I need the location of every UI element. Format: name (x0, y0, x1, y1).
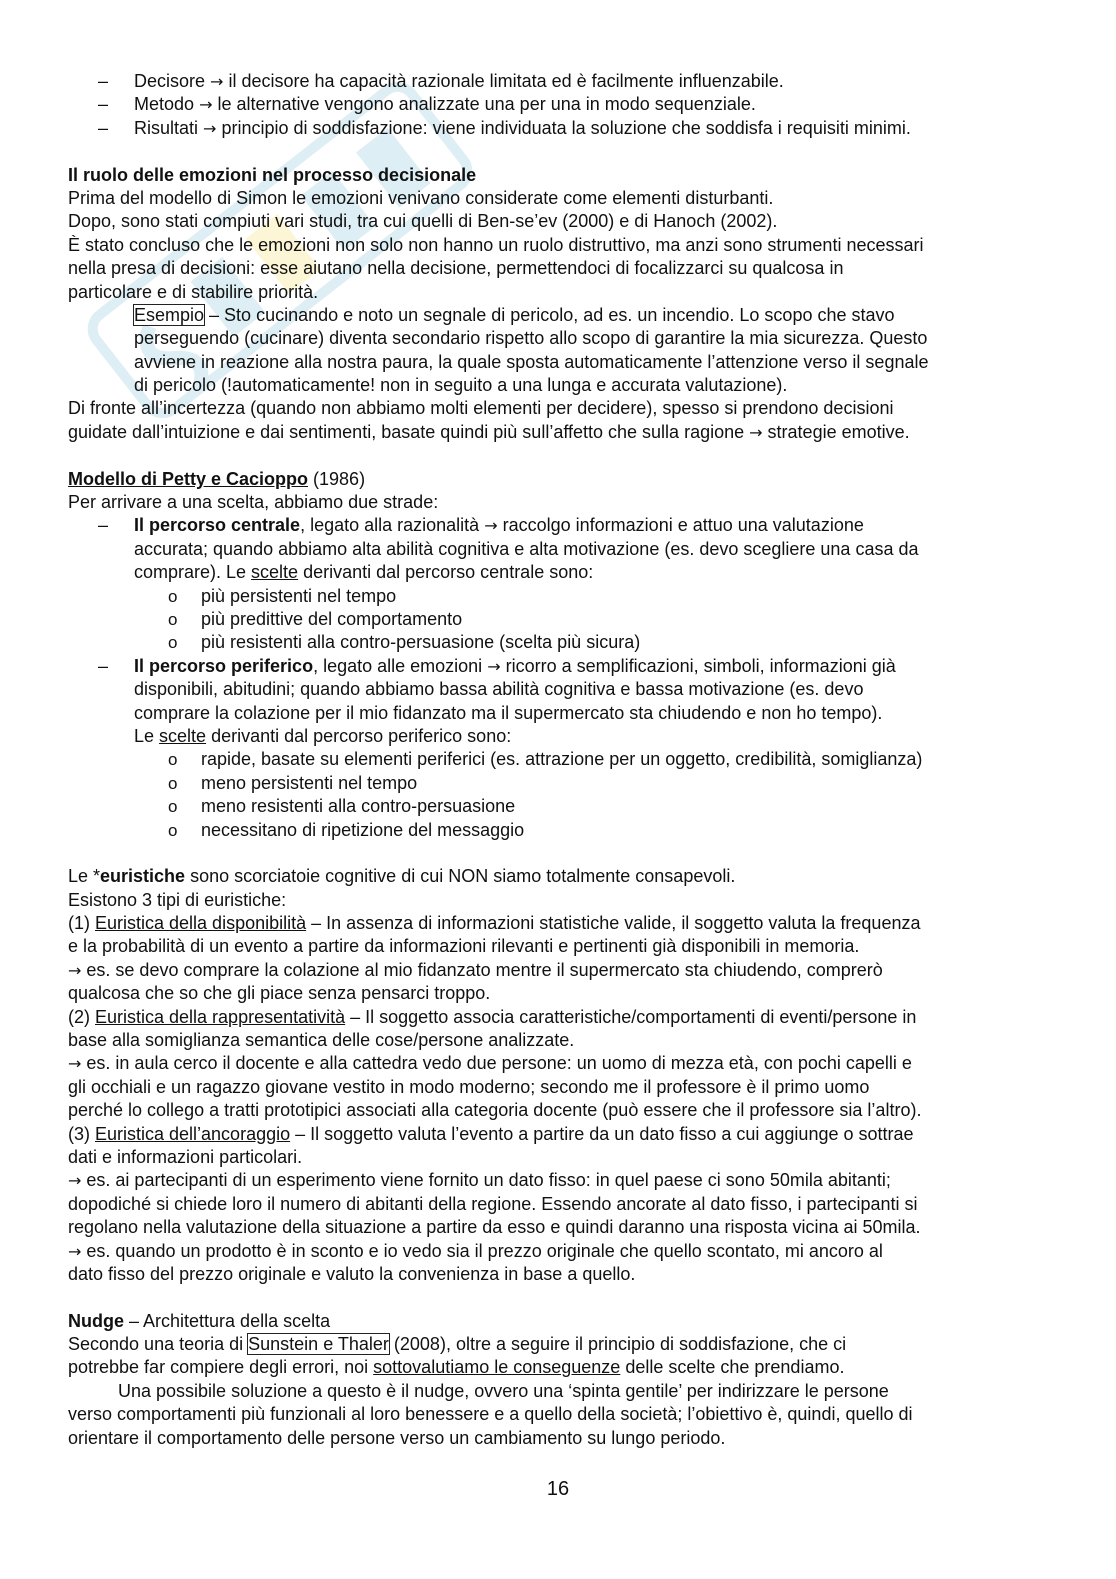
paragraph-line: Dopo, sono stati compiuti vari studi, tra cui quelli di Ben-se’ev (2000) e di Hanoch (2002). (68, 211, 778, 232)
paragraph-line: (2) Euristica della rappresentatività – Il soggetto associa caratteristiche/comportamenti di eventi/persone in (68, 1006, 917, 1027)
example-line: di pericolo (!automaticamente! non in seguito a una lunga e accurata valutazione). (134, 375, 788, 396)
example-line: perseguendo (cucinare) diventa secondario rispetto allo scopo di garantire la mia sicurezza. Questo (134, 328, 928, 349)
arrow-icon: → (749, 422, 763, 442)
arrow-icon: → (484, 516, 498, 536)
paragraph-line: Per arrivare a una scelta, abbiamo due strade: (68, 492, 439, 513)
list-item: – Risultati → principio di soddisfazione: viene individuata la soluzione che soddisfa i requisiti minimi. (68, 117, 1053, 140)
sub-list-item: o più resistenti alla contro-persuasione (scelta più sicura) (68, 631, 1053, 654)
example-label: Esempio (134, 304, 205, 325)
example-line: Esempio – Sto cucinando e noto un segnale di pericolo, ad es. un incendio. Lo scopo che stavo (134, 304, 895, 325)
page-number: 16 (546, 1478, 570, 1500)
paragraph-line: orientare il comportamento delle persone verso un cambiamento su lungo periodo. (68, 1427, 726, 1448)
section-heading: Il ruolo delle emozioni nel processo decisionale (68, 164, 477, 185)
paragraph-line: (1) Euristica della disponibilità – In assenza di informazioni statistiche valide, il soggetto valuta la frequenza (68, 913, 921, 934)
paragraph-line: nella presa di decisioni: esse aiutano nella decisione, permettendoci di focalizzarci su qualcosa in (68, 258, 844, 279)
section-heading: Modello di Petty e Cacioppo (1986) (68, 468, 366, 489)
arrow-icon: → (487, 656, 501, 676)
list-item-continuation: accurata; quando abbiamo alta abilità cognitiva e alta motivazione (es. devo scegliere una casa da (134, 538, 919, 559)
arrow-icon: → (68, 1054, 82, 1074)
paragraph-line: Esistono 3 tipi di euristiche: (68, 889, 287, 910)
list-item-continuation: comprare la colazione per il mio fidanzato ma il supermercato sta chiudendo e non ho tempo). (134, 702, 883, 723)
paragraph-line: → es. quando un prodotto è in sconto e io vedo sia il prezzo originale che quello scontato, mi ancoro al (68, 1240, 883, 1261)
paragraph-line: guidate dall’intuizione e dai sentimenti, basate quindi più sull’affetto che sulla ragione → strategie emotive. (68, 421, 910, 442)
paragraph-line: base alla somiglianza semantica delle cose/persone analizzate. (68, 1030, 575, 1051)
paragraph-line: → es. in aula cerco il docente e alla cattedra vedo due persone: un uomo di mezza età, con pochi capelli e (68, 1053, 912, 1074)
arrow-icon: → (210, 72, 224, 91)
paragraph-line: gli occhiali e un ragazzo giovane vestito in modo moderno; secondo me il professore è il primo uomo (68, 1076, 870, 1097)
paragraph-line: → es. se devo comprare la colazione al mio fidanzato mentre il supermercato sta chiudendo, comprerò (68, 959, 883, 980)
paragraph-line: (3) Euristica dell’ancoraggio – Il soggetto valuta l’evento a partire da un dato fisso a cui aggiunge o sottrae (68, 1123, 914, 1144)
paragraph-line: potrebbe far compiere degli errori, noi sottovalutiamo le conseguenze delle scelte che prendiamo. (68, 1357, 845, 1378)
paragraph-line: Secondo una teoria di Sunstein e Thaler (2008), oltre a seguire il principio di soddisfazione, che ci (68, 1334, 847, 1355)
paragraph-line: e la probabilità di un evento a partire da informazioni rilevanti e pertinenti già disponibili in memoria. (68, 936, 860, 957)
list-item-continuation: comprare). Le scelte derivanti dal percorso centrale sono: (134, 562, 594, 583)
sub-list-item: o più predittive del comportamento (68, 608, 1053, 631)
paragraph-line: dato fisso del prezzo originale e valuto la convenienza in base a quello. (68, 1263, 636, 1284)
paragraph-line: Le *euristiche sono scorciatoie cognitive di cui NON siamo totalmente consapevoli. (68, 866, 736, 887)
example-line: avviene in reazione alla nostra paura, la quale sposta automaticamente l’attenzione verso il segnale (134, 351, 929, 372)
paragraph-line: dati e informazioni particolari. (68, 1146, 303, 1167)
arrow-icon: → (199, 95, 213, 115)
sub-list-item: o necessitano di ripetizione del messaggio (68, 819, 1053, 842)
list-item-continuation: disponibili, abitudini; quando abbiamo bassa abilità cognitiva e bassa motivazione (es. devo (134, 679, 864, 700)
list-item: – Decisore → il decisore ha capacità razionale limitata ed è facilmente influenzabile. (68, 70, 1053, 93)
list-item: – Il percorso periferico, legato alle emozioni → ricorro a semplificazioni, simboli, informazioni già (68, 655, 1053, 678)
paragraph-line: Una possibile soluzione a questo è il nudge, ovvero una ‘spinta gentile’ per indirizzare le persone (118, 1380, 889, 1401)
section-heading: Nudge – Architettura della scelta (68, 1310, 331, 1331)
sub-list-item: o più persistenti nel tempo (68, 585, 1053, 608)
paragraph-line: particolare e di stabilire priorità. (68, 281, 319, 302)
arrow-icon: → (68, 960, 82, 980)
paragraph-line: perché lo collego a tratti prototipici associati alla categoria docente (può essere che il professore sia l’altro). (68, 1100, 922, 1121)
list-item: – Il percorso centrale, legato alla razionalità → raccolgo informazioni e attuo una valutazione (68, 514, 1053, 537)
paragraph-line: Di fronte all’incertezza (quando non abbiamo molti elementi per decidere), spesso si prendono decisioni (68, 398, 894, 419)
paragraph-line: dopodiché si chiede loro il numero di abitanti della regione. Essendo ancorate al dato fisso, i partecipanti si (68, 1193, 918, 1214)
document-body (68, 70, 1053, 1450)
arrow-icon: → (68, 1241, 82, 1261)
sub-list-item: o rapide, basate su elementi periferici (es. attrazione per un oggetto, credibilità, somiglianza) (68, 748, 1053, 771)
list-item-continuation: Le scelte derivanti dal percorso periferico sono: (134, 725, 512, 746)
list-item: – Metodo → le alternative vengono analizzate una per una in modo sequenziale. (68, 93, 1053, 116)
paragraph-line: regolano nella valutazione della situazione a partire da esso e quindi daranno una risposta vicina ai 50mila. (68, 1217, 921, 1238)
sub-list-item: o meno persistenti nel tempo (68, 772, 1053, 795)
paragraph-line: È stato concluso che le emozioni non solo non hanno un ruolo distruttivo, ma anzi sono strumenti necessari (68, 234, 924, 255)
paragraph-line: qualcosa che so che gli piace senza pensarci troppo. (68, 983, 491, 1004)
sub-list-item: o meno resistenti alla contro-persuasione (68, 795, 1053, 818)
paragraph-line: → es. ai partecipanti di un esperimento viene fornito un dato fisso: in quel paese ci sono 50mila abitanti; (68, 1170, 891, 1191)
paragraph-line: Prima del modello di Simon le emozioni venivano considerate come elementi disturbanti. (68, 187, 774, 208)
paragraph-line: verso comportamenti più funzionali al loro benessere e a quello della società; l’obiettivo è, quindi, quello di (68, 1404, 913, 1425)
arrow-icon: → (203, 118, 217, 138)
arrow-icon: → (68, 1171, 82, 1191)
